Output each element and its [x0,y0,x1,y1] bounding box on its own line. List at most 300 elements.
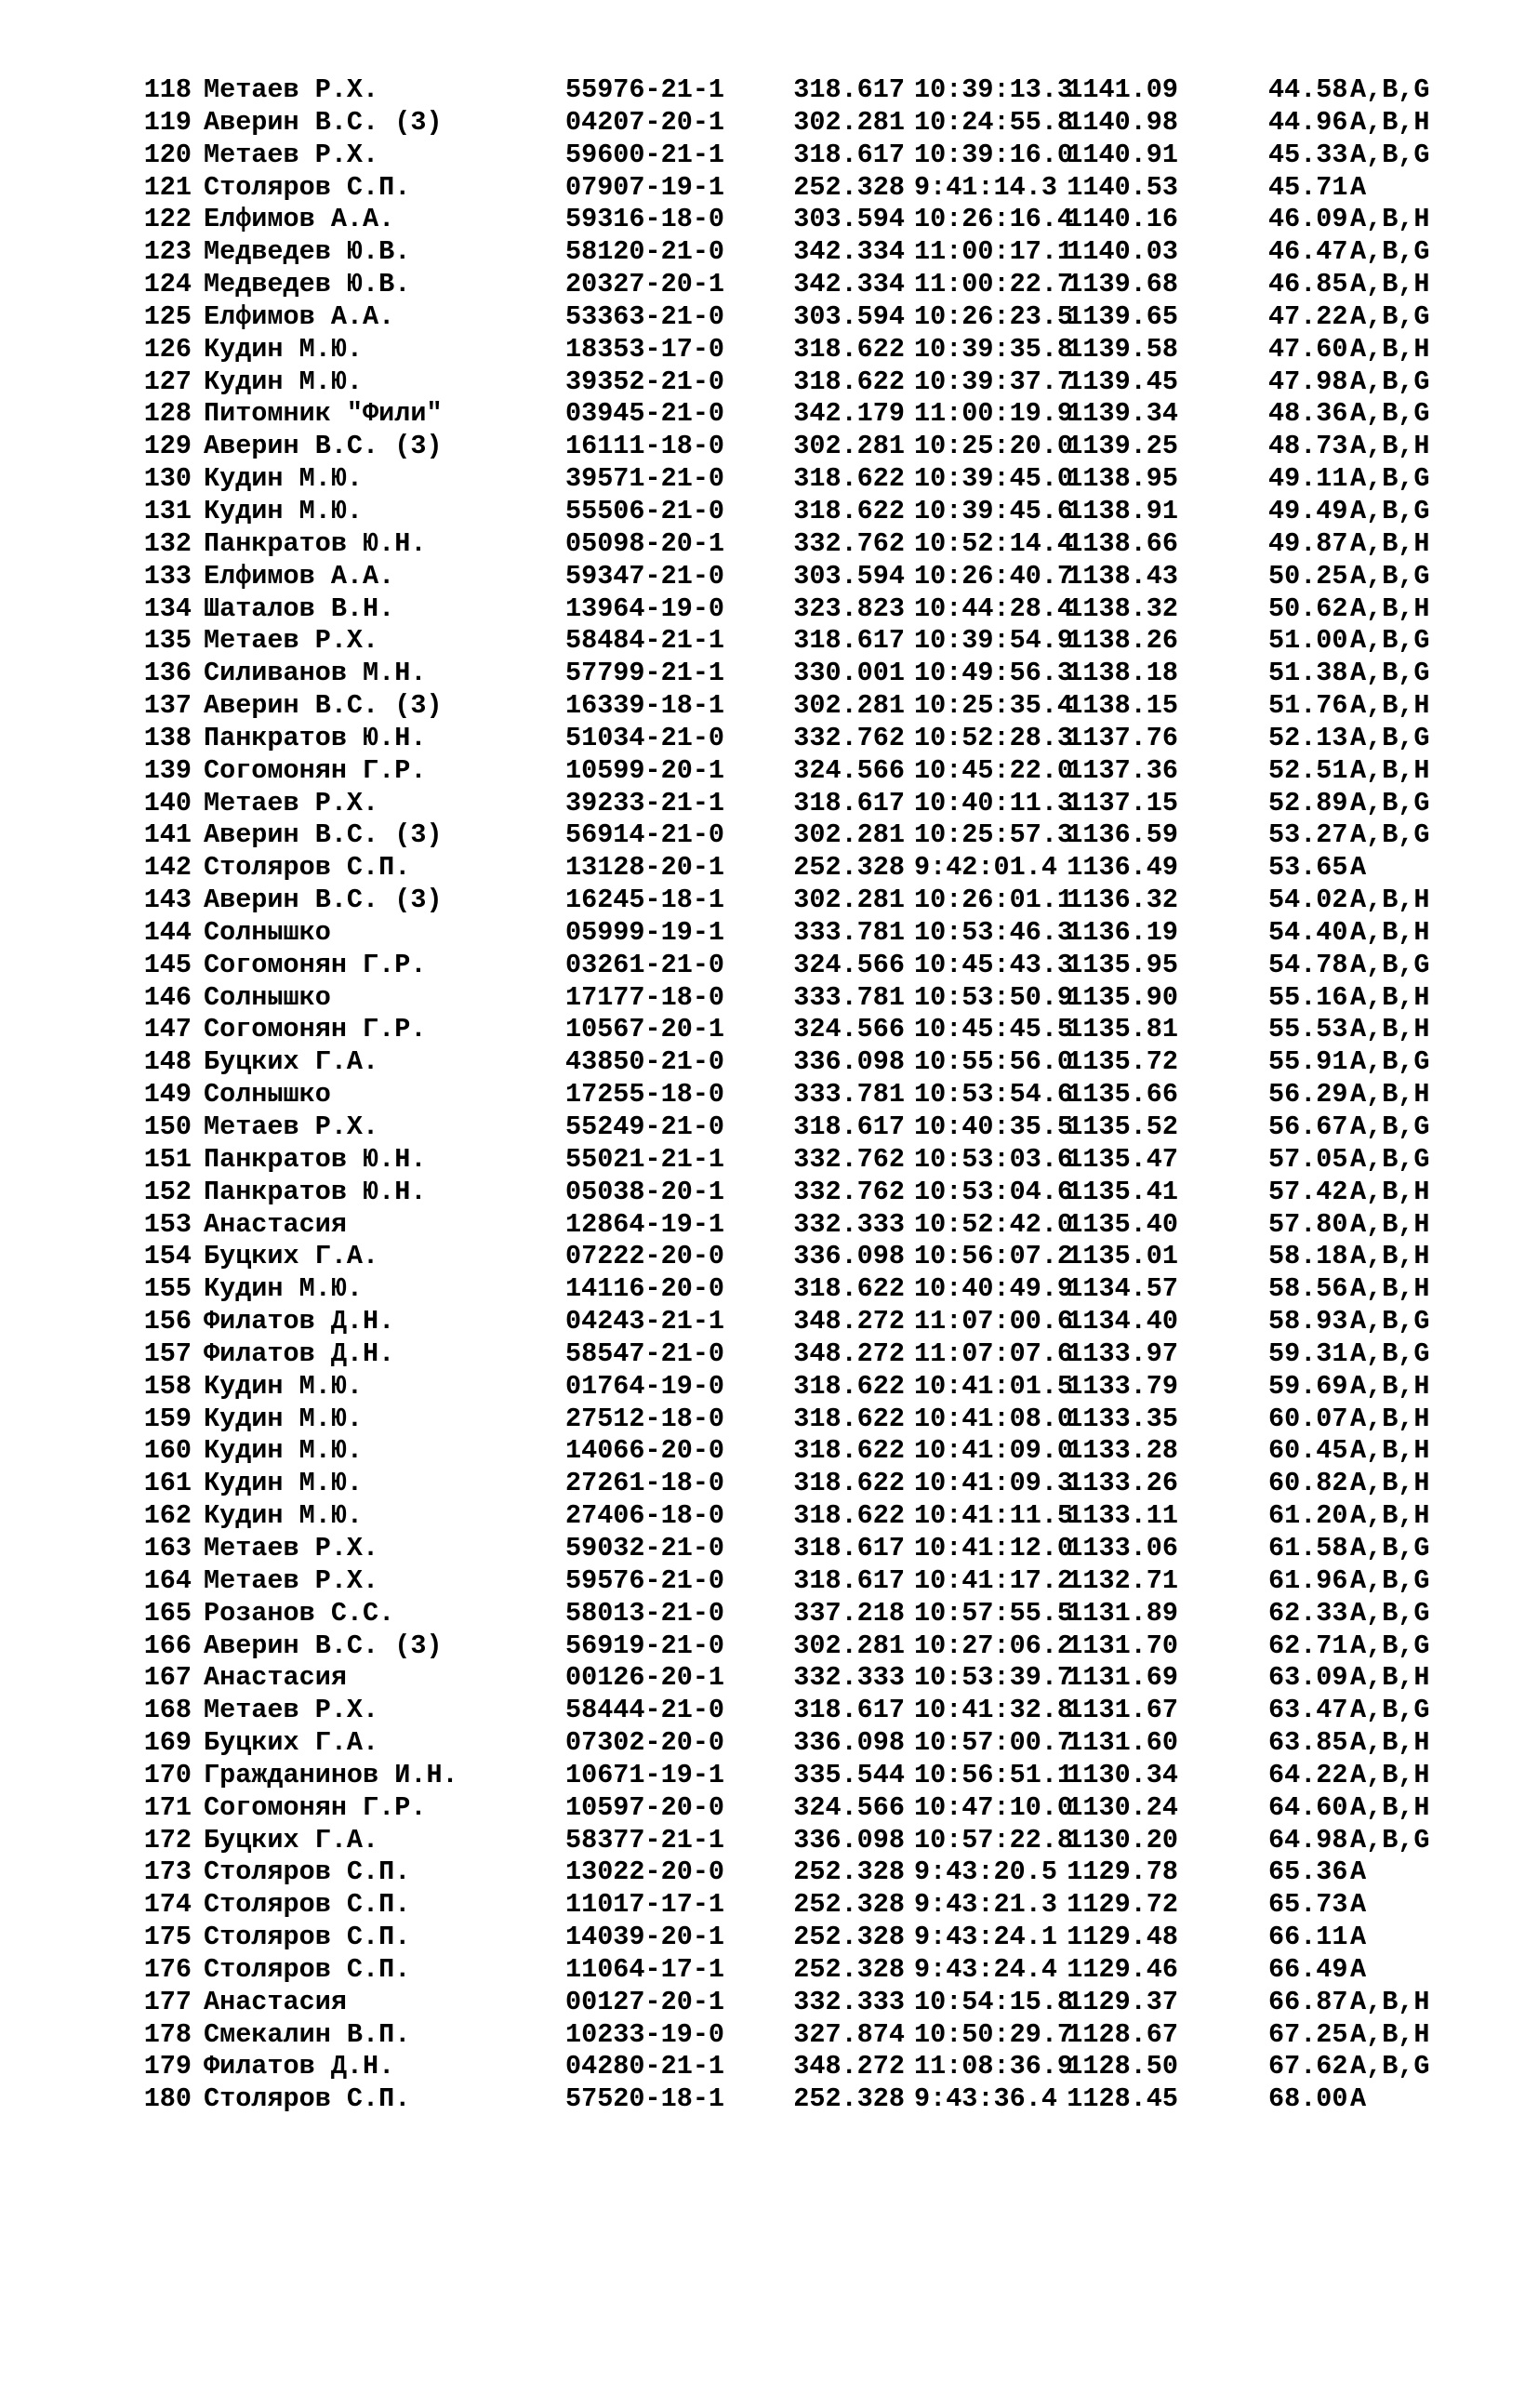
speed: 1134.57 [1067,1273,1178,1305]
place-number: 179 [143,2051,192,2082]
points: 67.25 [1268,2018,1348,2050]
speed: 1129.72 [1067,1889,1178,1921]
owner-name: Панкратов Ю.Н. [204,1176,427,1207]
arrival-time: 10:57:00.7 [914,1727,1074,1759]
ring-number: 13022-20-0 [565,1856,725,1888]
groups: A,B,H [1350,1273,1430,1305]
place-number: 146 [143,981,192,1013]
owner-name: Кудин М.Ю. [204,1500,364,1532]
distance: 336.098 [793,1824,905,1856]
distance: 336.098 [793,1046,905,1078]
arrival-time: 10:49:56.3 [914,658,1074,689]
points: 60.45 [1268,1435,1348,1467]
table-row [136,74,1430,107]
distance: 333.781 [793,981,905,1013]
speed: 1133.79 [1067,1370,1178,1402]
distance: 318.617 [793,1111,905,1142]
owner-name: Столяров С.П. [204,1889,411,1921]
points: 60.07 [1268,1403,1348,1434]
points: 68.00 [1268,2083,1348,2115]
groups: A,B,H [1350,916,1430,948]
points: 44.58 [1268,74,1348,105]
owner-name: Кудин М.Ю. [204,1468,364,1499]
arrival-time: 10:26:40.7 [914,560,1074,592]
owner-name: Кудин М.Ю. [204,333,364,365]
points: 47.98 [1268,366,1348,397]
arrival-time: 11:00:22.7 [914,269,1074,300]
table-row [136,366,1430,399]
arrival-time: 10:41:12.0 [914,1532,1074,1563]
groups: A,B,H [1350,1208,1430,1240]
place-number: 164 [143,1564,192,1596]
groups: A,B,G [1350,463,1430,495]
speed: 1136.59 [1067,819,1178,851]
groups: A,B,G [1350,1111,1430,1142]
ring-number: 58013-21-0 [565,1597,725,1629]
points: 62.71 [1268,1630,1348,1661]
place-number: 145 [143,949,192,980]
speed: 1135.47 [1067,1143,1178,1175]
speed: 1139.58 [1067,333,1178,365]
distance: 332.333 [793,1662,905,1694]
table-row [136,1111,1430,1144]
arrival-time: 10:44:28.4 [914,592,1074,624]
arrival-time: 10:41:09.0 [914,1435,1074,1467]
groups: A,B,G [1350,366,1430,397]
arrival-time: 10:53:04.6 [914,1176,1074,1207]
arrival-time: 10:45:22.0 [914,754,1074,786]
owner-name: Кудин М.Ю. [204,1273,364,1305]
place-number: 169 [143,1727,192,1759]
groups: A,B,G [1350,560,1430,592]
groups: A,B,G [1350,139,1430,170]
place-number: 119 [143,106,192,138]
owner-name: Питомник "Фили" [204,398,443,430]
distance: 318.622 [793,1468,905,1499]
points: 48.73 [1268,431,1348,462]
distance: 318.617 [793,1564,905,1596]
place-number: 144 [143,916,192,948]
table-row [136,1435,1430,1468]
place-number: 156 [143,1306,192,1337]
distance: 318.622 [793,333,905,365]
table-row [136,527,1430,561]
distance: 348.272 [793,1337,905,1369]
table-row [136,1176,1430,1209]
table-row [136,949,1430,982]
points: 49.49 [1268,495,1348,526]
table-row [136,1046,1430,1079]
points: 59.69 [1268,1370,1348,1402]
distance: 332.762 [793,1143,905,1175]
groups: A,B,G [1350,1564,1430,1596]
place-number: 147 [143,1014,192,1045]
points: 53.27 [1268,819,1348,851]
ring-number: 16111-18-0 [565,431,725,462]
distance: 324.566 [793,754,905,786]
place-number: 160 [143,1435,192,1467]
points: 49.87 [1268,527,1348,559]
arrival-time: 10:53:39.7 [914,1662,1074,1694]
distance: 332.333 [793,1208,905,1240]
ring-number: 56914-21-0 [565,819,725,851]
groups: A [1350,2083,1367,2115]
groups: A,B,G [1350,1532,1430,1563]
points: 65.36 [1268,1856,1348,1888]
speed: 1129.78 [1067,1856,1178,1888]
speed: 1140.98 [1067,106,1178,138]
groups: A,B,H [1350,2018,1430,2050]
groups: A,B,H [1350,1403,1430,1434]
arrival-time: 9:43:36.4 [914,2083,1057,2115]
owner-name: Метаев Р.Х. [204,1111,379,1142]
speed: 1129.46 [1067,1953,1178,1985]
speed: 1140.91 [1067,139,1178,170]
place-number: 120 [143,139,192,170]
arrival-time: 10:53:46.3 [914,916,1074,948]
ring-number: 27261-18-0 [565,1468,725,1499]
distance: 342.334 [793,269,905,300]
distance: 302.281 [793,431,905,462]
owner-name: Гражданинов И.Н. [204,1759,458,1790]
speed: 1135.41 [1067,1176,1178,1207]
ring-number: 58377-21-1 [565,1824,725,1856]
table-row [136,171,1367,205]
owner-name: Столяров С.П. [204,852,411,884]
arrival-time: 9:41:14.3 [914,171,1057,203]
ring-number: 14039-20-1 [565,1922,725,1953]
ring-number: 39352-21-0 [565,366,725,397]
ring-number: 04243-21-1 [565,1306,725,1337]
distance: 303.594 [793,560,905,592]
groups: A,B,G [1350,2051,1430,2082]
groups: A,B,H [1350,1662,1430,1694]
points: 46.47 [1268,236,1348,268]
arrival-time: 9:42:01.4 [914,852,1057,884]
ring-number: 07907-19-1 [565,171,725,203]
distance: 252.328 [793,1856,905,1888]
place-number: 125 [143,300,192,332]
owner-name: Аверин В.С. (3) [204,819,443,851]
speed: 1138.15 [1067,690,1178,722]
speed: 1135.90 [1067,981,1178,1013]
arrival-time: 10:41:09.3 [914,1468,1074,1499]
distance: 252.328 [793,1889,905,1921]
speed: 1130.20 [1067,1824,1178,1856]
arrival-time: 9:43:24.4 [914,1953,1057,1985]
place-number: 153 [143,1208,192,1240]
place-number: 162 [143,1500,192,1532]
distance: 324.566 [793,1791,905,1823]
table-row [136,754,1430,788]
ring-number: 00127-20-1 [565,1986,725,2017]
points: 58.56 [1268,1273,1348,1305]
table-row [136,592,1430,626]
groups: A,B,H [1350,885,1430,916]
groups: A [1350,1953,1367,1985]
points: 63.85 [1268,1727,1348,1759]
table-row [136,2018,1430,2052]
distance: 318.617 [793,74,905,105]
speed: 1137.15 [1067,787,1178,818]
arrival-time: 10:25:57.3 [914,819,1074,851]
speed: 1133.97 [1067,1337,1178,1369]
distance: 332.762 [793,722,905,753]
owner-name: Филатов Д.Н. [204,1337,395,1369]
speed: 1135.72 [1067,1046,1178,1078]
arrival-time: 10:26:01.1 [914,885,1074,916]
distance: 252.328 [793,1922,905,1953]
points: 55.16 [1268,981,1348,1013]
arrival-time: 10:52:42.0 [914,1208,1074,1240]
table-row [136,300,1430,334]
groups: A,B,H [1350,1435,1430,1467]
groups: A,B,H [1350,333,1430,365]
points: 58.93 [1268,1306,1348,1337]
speed: 1133.11 [1067,1500,1178,1532]
owner-name: Филатов Д.Н. [204,1306,395,1337]
distance: 336.098 [793,1241,905,1272]
arrival-time: 10:26:16.4 [914,204,1074,235]
arrival-time: 10:26:23.5 [914,300,1074,332]
place-number: 165 [143,1597,192,1629]
points: 61.96 [1268,1564,1348,1596]
table-row [136,981,1430,1015]
place-number: 134 [143,592,192,624]
owner-name: Солнышко [204,981,331,1013]
owner-name: Столяров С.П. [204,1922,411,1953]
place-number: 128 [143,398,192,430]
table-row [136,1306,1430,1338]
ring-number: 13964-19-0 [565,592,725,624]
distance: 324.566 [793,1014,905,1045]
arrival-time: 10:40:35.5 [914,1111,1074,1142]
arrival-time: 9:43:24.1 [914,1922,1057,1953]
arrival-time: 10:39:13.3 [914,74,1074,105]
arrival-time: 10:57:22.8 [914,1824,1074,1856]
owner-name: Столяров С.П. [204,171,411,203]
ring-number: 10567-20-1 [565,1014,725,1045]
owner-name: Метаев Р.Х. [204,625,379,657]
distance: 302.281 [793,885,905,916]
ring-number: 56919-21-0 [565,1630,725,1661]
speed: 1138.32 [1067,592,1178,624]
table-row [136,463,1430,496]
place-number: 124 [143,269,192,300]
arrival-time: 10:25:20.0 [914,431,1074,462]
table-row [136,106,1430,140]
ring-number: 10599-20-1 [565,754,725,786]
table-row [136,2083,1367,2116]
points: 65.73 [1268,1889,1348,1921]
arrival-time: 10:39:37.7 [914,366,1074,397]
place-number: 174 [143,1889,192,1921]
ring-number: 39571-21-0 [565,463,725,495]
arrival-time: 10:41:01.5 [914,1370,1074,1402]
speed: 1128.50 [1067,2051,1178,2082]
speed: 1128.45 [1067,2083,1178,2115]
arrival-time: 10:57:55.5 [914,1597,1074,1629]
arrival-time: 10:39:45.6 [914,495,1074,526]
ring-number: 10597-20-0 [565,1791,725,1823]
distance: 332.762 [793,527,905,559]
distance: 252.328 [793,171,905,203]
table-row [136,398,1430,431]
ring-number: 11017-17-1 [565,1889,725,1921]
points: 56.67 [1268,1111,1348,1142]
groups: A,B,H [1350,204,1430,235]
groups: A,B,G [1350,658,1430,689]
points: 64.60 [1268,1791,1348,1823]
owner-name: Буцких Г.А. [204,1046,379,1078]
table-row [136,1532,1430,1565]
owner-name: Медведев Ю.В. [204,269,411,300]
arrival-time: 11:07:07.6 [914,1337,1074,1369]
distance: 318.617 [793,625,905,657]
speed: 1130.34 [1067,1759,1178,1790]
ring-number: 55249-21-0 [565,1111,725,1142]
arrival-time: 10:41:32.8 [914,1695,1074,1726]
points: 61.58 [1268,1532,1348,1563]
table-row [136,269,1430,301]
ring-number: 14066-20-0 [565,1435,725,1467]
points: 56.29 [1268,1079,1348,1111]
table-row [136,1370,1430,1404]
owner-name: Согомонян Г.Р. [204,1791,427,1823]
points: 58.18 [1268,1241,1348,1272]
table-row [136,852,1367,885]
speed: 1131.69 [1067,1662,1178,1694]
ring-number: 01764-19-0 [565,1370,725,1402]
arrival-time: 10:45:45.5 [914,1014,1074,1045]
place-number: 140 [143,787,192,818]
speed: 1128.67 [1067,2018,1178,2050]
speed: 1133.28 [1067,1435,1178,1467]
table-row [136,819,1430,852]
place-number: 118 [143,74,192,105]
place-number: 136 [143,658,192,689]
owner-name: Согомонян Г.Р. [204,949,427,980]
place-number: 133 [143,560,192,592]
place-number: 151 [143,1143,192,1175]
speed: 1139.65 [1067,300,1178,332]
distance: 318.622 [793,1435,905,1467]
distance: 318.622 [793,1370,905,1402]
place-number: 172 [143,1824,192,1856]
table-row [136,916,1430,950]
table-row [136,560,1430,593]
speed: 1129.37 [1067,1986,1178,2017]
ring-number: 39233-21-1 [565,787,725,818]
place-number: 141 [143,819,192,851]
points: 63.47 [1268,1695,1348,1726]
groups: A,B,H [1350,1791,1430,1823]
owner-name: Панкратов Ю.Н. [204,527,427,559]
speed: 1139.34 [1067,398,1178,430]
place-number: 143 [143,885,192,916]
place-number: 180 [143,2083,192,2115]
arrival-time: 10:50:29.7 [914,2018,1074,2050]
table-row [136,1241,1430,1273]
points: 47.60 [1268,333,1348,365]
ring-number: 11064-17-1 [565,1953,725,1985]
owner-name: Метаев Р.Х. [204,1695,379,1726]
table-row [136,787,1430,820]
ring-number: 04280-21-1 [565,2051,725,2082]
speed: 1136.49 [1067,852,1178,884]
ring-number: 58547-21-0 [565,1337,725,1369]
table-row [136,1403,1430,1436]
points: 52.89 [1268,787,1348,818]
groups: A,B,G [1350,625,1430,657]
owner-name: Буцких Г.А. [204,1824,379,1856]
arrival-time: 11:08:36.9 [914,2051,1074,2082]
ring-number: 57799-21-1 [565,658,725,689]
groups: A,B,G [1350,949,1430,980]
speed: 1135.95 [1067,949,1178,980]
owner-name: Буцких Г.А. [204,1241,379,1272]
place-number: 127 [143,366,192,397]
place-number: 150 [143,1111,192,1142]
groups: A,B,H [1350,1176,1430,1207]
arrival-time: 10:39:45.0 [914,463,1074,495]
distance: 318.617 [793,787,905,818]
table-row [136,495,1430,528]
owner-name: Солнышко [204,916,331,948]
table-row [136,139,1430,172]
ring-number: 05038-20-1 [565,1176,725,1207]
speed: 1131.89 [1067,1597,1178,1629]
ring-number: 55021-21-1 [565,1143,725,1175]
place-number: 161 [143,1468,192,1499]
points: 51.38 [1268,658,1348,689]
distance: 302.281 [793,1630,905,1661]
arrival-time: 10:53:54.6 [914,1079,1074,1111]
groups: A [1350,1856,1367,1888]
arrival-time: 10:53:03.6 [914,1143,1074,1175]
groups: A,B,H [1350,106,1430,138]
speed: 1138.18 [1067,658,1178,689]
ring-number: 59576-21-0 [565,1564,725,1596]
groups: A [1350,852,1367,884]
groups: A,B,G [1350,1824,1430,1856]
owner-name: Анастасия [204,1208,347,1240]
speed: 1139.68 [1067,269,1178,300]
place-number: 129 [143,431,192,462]
ring-number: 59347-21-0 [565,560,725,592]
points: 45.33 [1268,139,1348,170]
table-row [136,431,1430,463]
points: 51.00 [1268,625,1348,657]
points: 44.96 [1268,106,1348,138]
points: 57.80 [1268,1208,1348,1240]
results-table [136,74,1430,2116]
table-row [136,1791,1430,1825]
arrival-time: 9:43:21.3 [914,1889,1057,1921]
arrival-time: 11:00:17.1 [914,236,1074,268]
table-row [136,658,1430,690]
points: 64.98 [1268,1824,1348,1856]
groups: A,B,H [1350,1986,1430,2017]
place-number: 155 [143,1273,192,1305]
points: 59.31 [1268,1337,1348,1369]
distance: 332.333 [793,1986,905,2017]
speed: 1133.26 [1067,1468,1178,1499]
groups: A [1350,1922,1367,1953]
groups: A,B,H [1350,527,1430,559]
arrival-time: 11:07:00.6 [914,1306,1074,1337]
place-number: 131 [143,495,192,526]
